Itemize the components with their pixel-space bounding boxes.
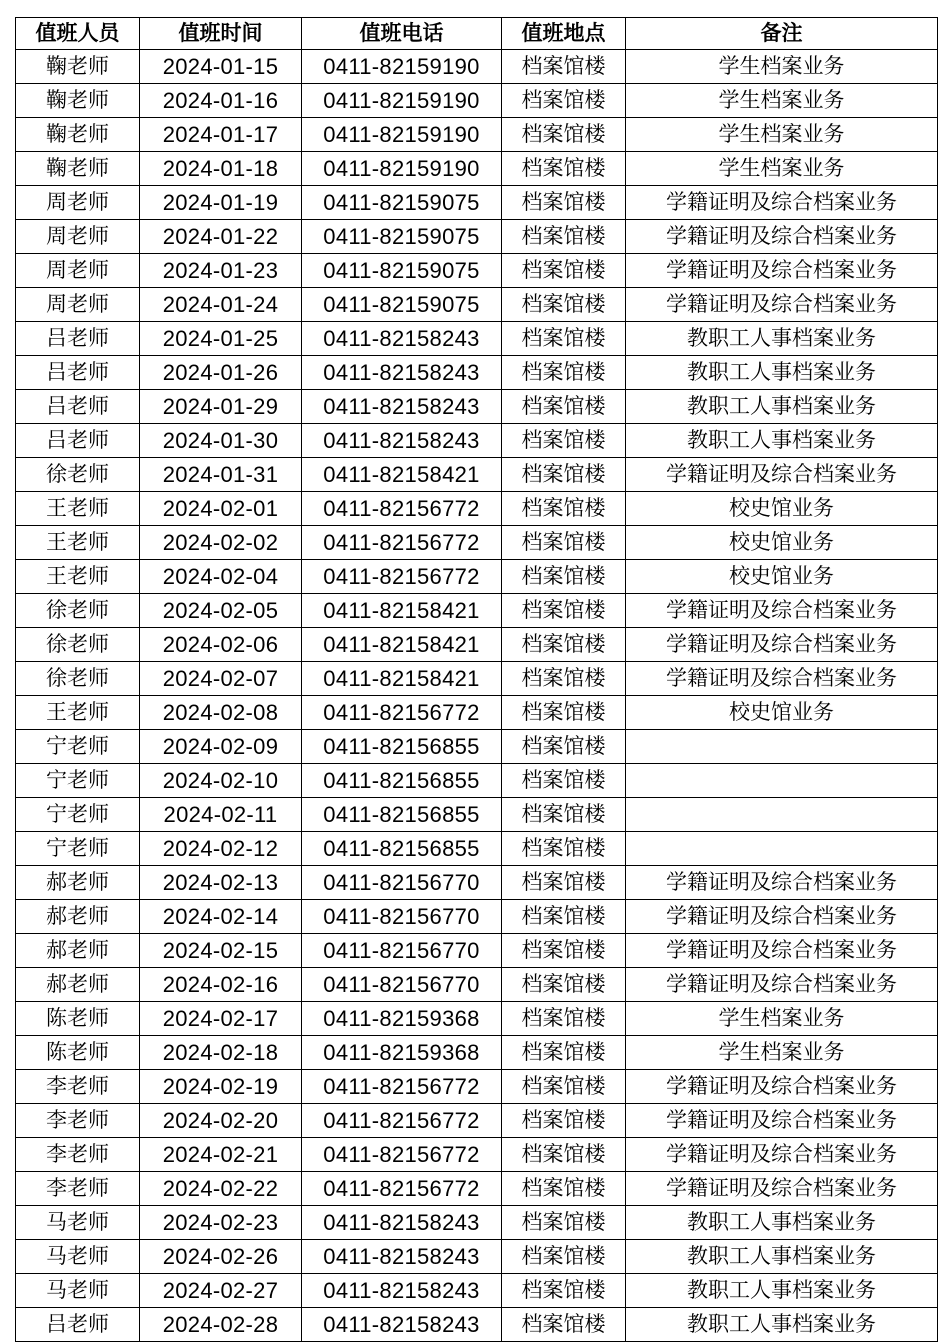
duty-location-cell: 档案馆楼 — [502, 662, 626, 696]
duty-date-cell: 2024-02-02 — [140, 526, 302, 560]
table-row — [16, 322, 938, 356]
duty-phone-cell: 0411-82158243 — [302, 1308, 502, 1342]
table-row — [16, 934, 938, 968]
remarks-cell — [626, 764, 938, 798]
duty-date-cell: 2024-02-19 — [140, 1070, 302, 1104]
duty-location-cell: 档案馆楼 — [502, 866, 626, 900]
remarks-cell: 学籍证明及综合档案业务 — [626, 254, 938, 288]
duty-date-cell: 2024-02-27 — [140, 1274, 302, 1308]
duty-date-cell: 2024-02-05 — [140, 594, 302, 628]
duty-date-cell: 2024-02-04 — [140, 560, 302, 594]
remarks-cell: 学生档案业务 — [626, 118, 938, 152]
duty-date-cell: 2024-01-31 — [140, 458, 302, 492]
duty-phone-cell: 0411-82159075 — [302, 288, 502, 322]
duty-location-cell: 档案馆楼 — [502, 594, 626, 628]
duty-phone-cell: 0411-82158243 — [302, 356, 502, 390]
duty-person-cell: 宁老师 — [16, 764, 140, 798]
duty-date-cell: 2024-02-14 — [140, 900, 302, 934]
duty-person-cell: 王老师 — [16, 492, 140, 526]
table-row — [16, 594, 938, 628]
remarks-cell: 教职工人事档案业务 — [626, 322, 938, 356]
duty-location-cell: 档案馆楼 — [502, 186, 626, 220]
table-row — [16, 1240, 938, 1274]
duty-location-cell: 档案馆楼 — [502, 254, 626, 288]
duty-person-cell: 徐老师 — [16, 594, 140, 628]
duty-location-cell: 档案馆楼 — [502, 1104, 626, 1138]
duty-phone-cell: 0411-82156770 — [302, 968, 502, 1002]
duty-phone-cell: 0411-82159075 — [302, 254, 502, 288]
duty-phone-cell: 0411-82156772 — [302, 560, 502, 594]
duty-location-cell: 档案馆楼 — [502, 526, 626, 560]
duty-date-cell: 2024-01-18 — [140, 152, 302, 186]
duty-phone-cell: 0411-82158243 — [302, 1206, 502, 1240]
remarks-cell: 教职工人事档案业务 — [626, 1240, 938, 1274]
duty-phone-cell: 0411-82156770 — [302, 866, 502, 900]
duty-person-cell: 马老师 — [16, 1240, 140, 1274]
remarks-cell: 教职工人事档案业务 — [626, 1206, 938, 1240]
duty-person-cell: 徐老师 — [16, 458, 140, 492]
remarks-cell: 学籍证明及综合档案业务 — [626, 900, 938, 934]
duty-phone-cell: 0411-82156772 — [302, 1070, 502, 1104]
table-row — [16, 900, 938, 934]
duty-person-cell: 吕老师 — [16, 356, 140, 390]
remarks-cell — [626, 832, 938, 866]
duty-person-cell: 马老师 — [16, 1274, 140, 1308]
duty-date-cell: 2024-01-16 — [140, 84, 302, 118]
duty-person-cell: 李老师 — [16, 1172, 140, 1206]
table-row — [16, 118, 938, 152]
table-row — [16, 832, 938, 866]
remarks-cell: 教职工人事档案业务 — [626, 424, 938, 458]
remarks-cell: 校史馆业务 — [626, 560, 938, 594]
duty-phone-cell: 0411-82156855 — [302, 730, 502, 764]
table-body — [16, 50, 938, 1342]
remarks-cell: 校史馆业务 — [626, 492, 938, 526]
duty-location-cell: 档案馆楼 — [502, 50, 626, 84]
duty-person-cell: 周老师 — [16, 220, 140, 254]
duty-date-cell: 2024-02-09 — [140, 730, 302, 764]
duty-phone-cell: 0411-82159190 — [302, 50, 502, 84]
duty-phone-cell: 0411-82156770 — [302, 900, 502, 934]
duty-date-cell: 2024-02-18 — [140, 1036, 302, 1070]
duty-date-cell: 2024-01-26 — [140, 356, 302, 390]
table-row — [16, 730, 938, 764]
duty-phone-cell: 0411-82158243 — [302, 424, 502, 458]
table-row — [16, 458, 938, 492]
duty-location-cell: 档案馆楼 — [502, 1308, 626, 1342]
duty-location-cell: 档案馆楼 — [502, 458, 626, 492]
table-row — [16, 1172, 938, 1206]
duty-location-cell: 档案馆楼 — [502, 1036, 626, 1070]
duty-location-cell: 档案馆楼 — [502, 1206, 626, 1240]
table-row — [16, 628, 938, 662]
remarks-cell — [626, 730, 938, 764]
duty-person-cell: 宁老师 — [16, 730, 140, 764]
duty-person-cell: 鞠老师 — [16, 118, 140, 152]
duty-phone-cell: 0411-82156772 — [302, 1138, 502, 1172]
duty-phone-cell: 0411-82158243 — [302, 1274, 502, 1308]
duty-date-cell: 2024-01-19 — [140, 186, 302, 220]
table-row — [16, 764, 938, 798]
duty-date-cell: 2024-01-15 — [140, 50, 302, 84]
duty-date-cell: 2024-01-30 — [140, 424, 302, 458]
duty-date-cell: 2024-02-28 — [140, 1308, 302, 1342]
table-row — [16, 1104, 938, 1138]
duty-phone-cell: 0411-82156772 — [302, 1104, 502, 1138]
remarks-cell: 校史馆业务 — [626, 526, 938, 560]
duty-location-cell: 档案馆楼 — [502, 1002, 626, 1036]
duty-date-cell: 2024-01-23 — [140, 254, 302, 288]
duty-phone-cell: 0411-82158243 — [302, 1240, 502, 1274]
duty-person-cell: 吕老师 — [16, 390, 140, 424]
duty-date-cell: 2024-02-17 — [140, 1002, 302, 1036]
remarks-cell: 学籍证明及综合档案业务 — [626, 628, 938, 662]
remarks-cell: 学生档案业务 — [626, 1002, 938, 1036]
header-duty-person: 值班人员 — [16, 18, 140, 50]
duty-person-cell: 鞠老师 — [16, 84, 140, 118]
table-row — [16, 968, 938, 1002]
duty-date-cell: 2024-02-21 — [140, 1138, 302, 1172]
duty-location-cell: 档案馆楼 — [502, 220, 626, 254]
duty-person-cell: 郝老师 — [16, 866, 140, 900]
duty-location-cell: 档案馆楼 — [502, 492, 626, 526]
table-row — [16, 662, 938, 696]
duty-person-cell: 鞠老师 — [16, 152, 140, 186]
duty-person-cell: 宁老师 — [16, 832, 140, 866]
duty-person-cell: 李老师 — [16, 1138, 140, 1172]
table-row — [16, 424, 938, 458]
duty-location-cell: 档案馆楼 — [502, 900, 626, 934]
remarks-cell: 学籍证明及综合档案业务 — [626, 1138, 938, 1172]
table-row — [16, 1036, 938, 1070]
duty-location-cell: 档案馆楼 — [502, 424, 626, 458]
remarks-cell: 学籍证明及综合档案业务 — [626, 1070, 938, 1104]
duty-person-cell: 郝老师 — [16, 968, 140, 1002]
duty-location-cell: 档案馆楼 — [502, 1172, 626, 1206]
duty-date-cell: 2024-02-23 — [140, 1206, 302, 1240]
table-row — [16, 84, 938, 118]
duty-location-cell: 档案馆楼 — [502, 1240, 626, 1274]
duty-person-cell: 周老师 — [16, 288, 140, 322]
header-duty-location: 值班地点 — [502, 18, 626, 50]
duty-location-cell: 档案馆楼 — [502, 696, 626, 730]
duty-phone-cell: 0411-82158243 — [302, 322, 502, 356]
duty-person-cell: 吕老师 — [16, 1308, 140, 1342]
duty-phone-cell: 0411-82156855 — [302, 798, 502, 832]
table-row — [16, 866, 938, 900]
duty-location-cell: 档案馆楼 — [502, 118, 626, 152]
duty-phone-cell: 0411-82158421 — [302, 458, 502, 492]
duty-date-cell: 2024-02-16 — [140, 968, 302, 1002]
duty-location-cell: 档案馆楼 — [502, 798, 626, 832]
duty-person-cell: 郝老师 — [16, 934, 140, 968]
remarks-cell: 教职工人事档案业务 — [626, 1274, 938, 1308]
duty-date-cell: 2024-01-17 — [140, 118, 302, 152]
table-row — [16, 152, 938, 186]
duty-date-cell: 2024-02-15 — [140, 934, 302, 968]
duty-phone-cell: 0411-82159190 — [302, 84, 502, 118]
remarks-cell: 教职工人事档案业务 — [626, 356, 938, 390]
duty-date-cell: 2024-02-07 — [140, 662, 302, 696]
table-row — [16, 1070, 938, 1104]
duty-location-cell: 档案馆楼 — [502, 356, 626, 390]
remarks-cell — [626, 798, 938, 832]
duty-phone-cell: 0411-82159075 — [302, 220, 502, 254]
duty-person-cell: 李老师 — [16, 1104, 140, 1138]
duty-phone-cell: 0411-82156772 — [302, 696, 502, 730]
duty-phone-cell: 0411-82158243 — [302, 390, 502, 424]
duty-date-cell: 2024-02-11 — [140, 798, 302, 832]
duty-location-cell: 档案馆楼 — [502, 1070, 626, 1104]
duty-person-cell: 徐老师 — [16, 662, 140, 696]
duty-phone-cell: 0411-82158421 — [302, 594, 502, 628]
table-row — [16, 356, 938, 390]
duty-location-cell: 档案馆楼 — [502, 628, 626, 662]
remarks-cell: 学籍证明及综合档案业务 — [626, 1172, 938, 1206]
remarks-cell: 教职工人事档案业务 — [626, 1308, 938, 1342]
duty-person-cell: 马老师 — [16, 1206, 140, 1240]
remarks-cell: 学籍证明及综合档案业务 — [626, 186, 938, 220]
duty-location-cell: 档案馆楼 — [502, 560, 626, 594]
duty-person-cell: 陈老师 — [16, 1036, 140, 1070]
duty-phone-cell: 0411-82159368 — [302, 1002, 502, 1036]
remarks-cell: 学籍证明及综合档案业务 — [626, 1104, 938, 1138]
remarks-cell: 学籍证明及综合档案业务 — [626, 288, 938, 322]
duty-phone-cell: 0411-82156772 — [302, 526, 502, 560]
duty-location-cell: 档案馆楼 — [502, 730, 626, 764]
duty-schedule-table — [15, 17, 938, 1342]
duty-location-cell: 档案馆楼 — [502, 764, 626, 798]
duty-schedule-sheet — [15, 17, 937, 1342]
duty-phone-cell: 0411-82156855 — [302, 832, 502, 866]
duty-person-cell: 宁老师 — [16, 798, 140, 832]
duty-date-cell: 2024-02-26 — [140, 1240, 302, 1274]
duty-location-cell: 档案馆楼 — [502, 288, 626, 322]
table-row — [16, 696, 938, 730]
duty-person-cell: 吕老师 — [16, 322, 140, 356]
duty-person-cell: 吕老师 — [16, 424, 140, 458]
remarks-cell: 学生档案业务 — [626, 50, 938, 84]
duty-location-cell: 档案馆楼 — [502, 832, 626, 866]
duty-phone-cell: 0411-82159190 — [302, 118, 502, 152]
duty-location-cell: 档案馆楼 — [502, 934, 626, 968]
table-row — [16, 1138, 938, 1172]
duty-location-cell: 档案馆楼 — [502, 84, 626, 118]
header-duty-date: 值班时间 — [140, 18, 302, 50]
remarks-cell: 学籍证明及综合档案业务 — [626, 968, 938, 1002]
remarks-cell: 校史馆业务 — [626, 696, 938, 730]
duty-person-cell: 郝老师 — [16, 900, 140, 934]
table-row — [16, 1274, 938, 1308]
header-duty-phone: 值班电话 — [302, 18, 502, 50]
table-row — [16, 1002, 938, 1036]
table-header — [16, 18, 938, 50]
table-row — [16, 390, 938, 424]
duty-date-cell: 2024-02-06 — [140, 628, 302, 662]
duty-phone-cell: 0411-82158421 — [302, 628, 502, 662]
table-row — [16, 560, 938, 594]
duty-date-cell: 2024-02-20 — [140, 1104, 302, 1138]
remarks-cell: 学籍证明及综合档案业务 — [626, 934, 938, 968]
duty-date-cell: 2024-01-24 — [140, 288, 302, 322]
duty-phone-cell: 0411-82156770 — [302, 934, 502, 968]
table-row — [16, 288, 938, 322]
duty-date-cell: 2024-01-22 — [140, 220, 302, 254]
table-row — [16, 220, 938, 254]
duty-person-cell: 王老师 — [16, 696, 140, 730]
duty-person-cell: 鞠老师 — [16, 50, 140, 84]
header-remarks: 备注 — [626, 18, 938, 50]
duty-location-cell: 档案馆楼 — [502, 1138, 626, 1172]
duty-location-cell: 档案馆楼 — [502, 152, 626, 186]
duty-date-cell: 2024-02-22 — [140, 1172, 302, 1206]
remarks-cell: 学籍证明及综合档案业务 — [626, 866, 938, 900]
duty-date-cell: 2024-02-10 — [140, 764, 302, 798]
duty-phone-cell: 0411-82159075 — [302, 186, 502, 220]
duty-location-cell: 档案馆楼 — [502, 1274, 626, 1308]
remarks-cell: 教职工人事档案业务 — [626, 390, 938, 424]
duty-phone-cell: 0411-82156772 — [302, 492, 502, 526]
table-row — [16, 798, 938, 832]
remarks-cell: 学籍证明及综合档案业务 — [626, 594, 938, 628]
duty-date-cell: 2024-02-12 — [140, 832, 302, 866]
duty-phone-cell: 0411-82156855 — [302, 764, 502, 798]
duty-person-cell: 徐老师 — [16, 628, 140, 662]
duty-location-cell: 档案馆楼 — [502, 968, 626, 1002]
table-row — [16, 1308, 938, 1342]
duty-phone-cell: 0411-82156772 — [302, 1172, 502, 1206]
duty-phone-cell: 0411-82159368 — [302, 1036, 502, 1070]
remarks-cell: 学生档案业务 — [626, 1036, 938, 1070]
table-row — [16, 492, 938, 526]
duty-date-cell: 2024-01-25 — [140, 322, 302, 356]
duty-date-cell: 2024-02-01 — [140, 492, 302, 526]
remarks-cell: 学生档案业务 — [626, 84, 938, 118]
duty-phone-cell: 0411-82158421 — [302, 662, 502, 696]
duty-person-cell: 王老师 — [16, 560, 140, 594]
duty-person-cell: 周老师 — [16, 186, 140, 220]
table-row — [16, 1206, 938, 1240]
table-row — [16, 254, 938, 288]
duty-date-cell: 2024-02-08 — [140, 696, 302, 730]
duty-person-cell: 陈老师 — [16, 1002, 140, 1036]
table-row — [16, 526, 938, 560]
duty-person-cell: 王老师 — [16, 526, 140, 560]
duty-person-cell: 李老师 — [16, 1070, 140, 1104]
duty-date-cell: 2024-02-13 — [140, 866, 302, 900]
table-row — [16, 186, 938, 220]
table-row — [16, 50, 938, 84]
remarks-cell: 学生档案业务 — [626, 152, 938, 186]
remarks-cell: 学籍证明及综合档案业务 — [626, 458, 938, 492]
remarks-cell: 学籍证明及综合档案业务 — [626, 662, 938, 696]
duty-person-cell: 周老师 — [16, 254, 140, 288]
duty-location-cell: 档案馆楼 — [502, 390, 626, 424]
remarks-cell: 学籍证明及综合档案业务 — [626, 220, 938, 254]
duty-location-cell: 档案馆楼 — [502, 322, 626, 356]
duty-date-cell: 2024-01-29 — [140, 390, 302, 424]
duty-phone-cell: 0411-82159190 — [302, 152, 502, 186]
header-row — [16, 18, 938, 50]
